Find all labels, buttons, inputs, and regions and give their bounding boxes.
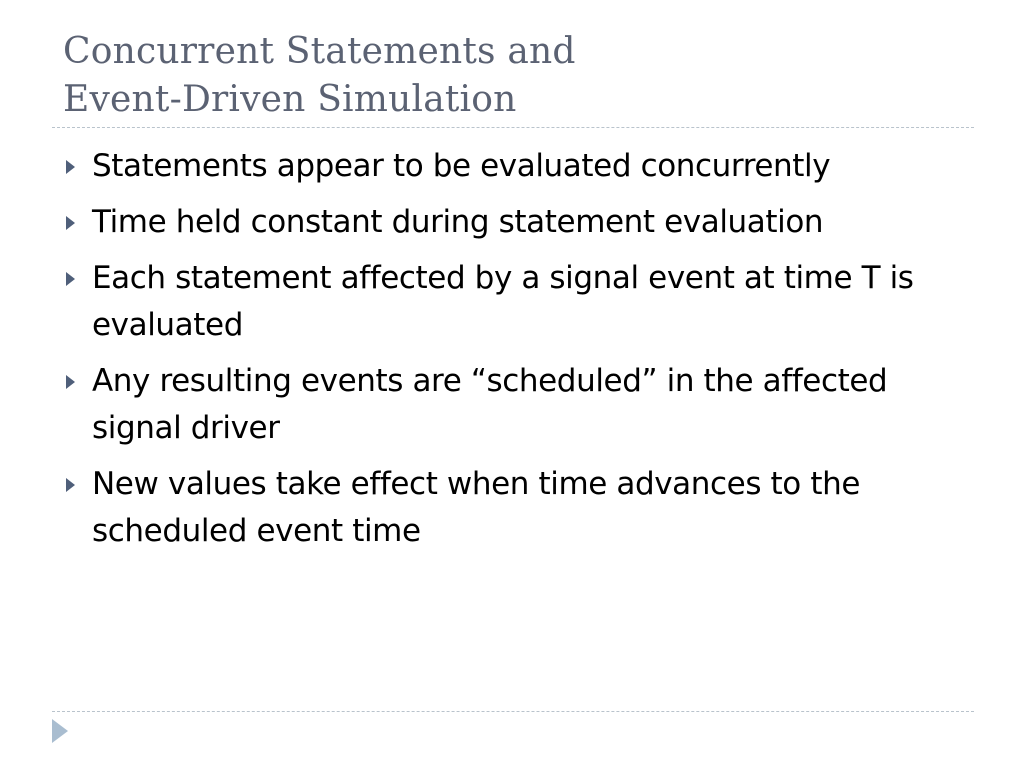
title-line-2: Event-Driven Simulation [63,79,517,120]
bullet-item [63,199,963,246]
bullet-triangle-icon [66,272,75,286]
bullet-triangle-icon [66,478,75,492]
title-line-1: Concurrent Statements and [63,31,576,72]
bullet-item [63,461,963,555]
next-slide-icon[interactable] [52,719,68,743]
bullet-item [63,143,963,190]
bullet-text: Time held constant during statement evaluation [92,204,824,240]
bullet-text: Statements appear to be evaluated concurrently [92,148,831,184]
bullet-item [63,255,963,349]
bullet-text: Each statement affected by a signal event at time T is evaluated [92,260,914,343]
slide-title [63,28,963,124]
bullet-triangle-icon [66,375,75,389]
footer-divider [52,711,974,712]
bullet-text: Any resulting events are “scheduled” in the affected signal driver [92,363,888,446]
bullet-triangle-icon [66,160,75,174]
bullet-item [63,358,963,452]
bullet-list [63,143,963,564]
bullet-text: New values take effect when time advances to the scheduled event time [92,466,861,549]
title-divider [52,127,974,128]
bullet-triangle-icon [66,216,75,230]
